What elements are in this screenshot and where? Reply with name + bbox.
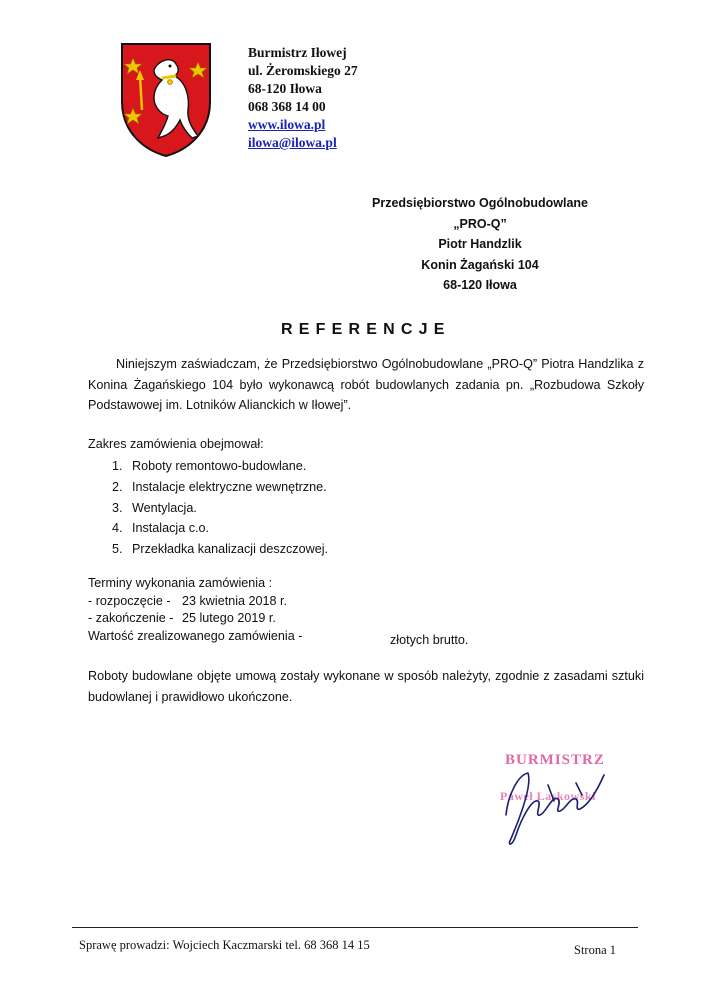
recipient-company: Przedsiębiorstwo Ogólnobudowlane — [372, 196, 588, 210]
list-item: 1. Roboty remontowo-budowlane. — [112, 459, 307, 473]
website-link[interactable]: www.ilowa.pl — [248, 117, 326, 132]
start-label: - rozpoczęcie - — [88, 593, 171, 608]
recipient-brand: „PRO-Q” — [453, 216, 507, 231]
recipient-postal: 68-120 Iłowa — [443, 278, 517, 292]
sender-street: ul. Żeromskiego 27 — [248, 63, 358, 78]
closing-paragraph: Roboty budowlane objęte umową zostały wykonane w sposób należyty, zgodnie z zasadami sztuki budowlanej i prawidłowo ukończone. — [88, 669, 644, 704]
document-title: REFERENCJE — [281, 321, 451, 338]
scope-heading: Zakres zamówienia obejmował: — [88, 437, 264, 451]
recipient-owner: Piotr Handzlik — [438, 237, 522, 251]
signature-icon — [488, 755, 628, 850]
recipient-address — [360, 193, 600, 296]
intro-paragraph: Niniejszym zaświadczam, że Przedsiębiorstwo Ogólnobudowlane „PRO-Q” Piotra Handzlika z Konina Żagańskiego 104 było wykonawcą robót budowlanych zadania pn. „Rozbudowa Szkoły Podstawowej im. Lotników Alianckich w Iłowej”. — [88, 357, 644, 412]
start-date: 23 kwietnia 2018 r. — [182, 593, 288, 608]
value-row — [88, 628, 608, 646]
coat-of-arms-icon — [118, 40, 214, 158]
stamp-title: BURMISTRZ — [505, 752, 605, 768]
value-suffix: złotych brutto. — [390, 632, 469, 647]
list-item: 2. Instalacje elektryczne wewnętrzne. — [112, 479, 327, 494]
recipient-street: Konin Żagański 104 — [421, 257, 539, 272]
terms-block — [88, 575, 608, 645]
terms-heading: Terminy wykonania zamówienia : — [88, 576, 273, 590]
list-item: 3. Wentylacja. — [112, 500, 197, 515]
start-date-row — [88, 593, 608, 611]
value-label: Wartość zrealizowanego zamówienia - — [88, 628, 303, 643]
stamp-name: Paweł Laskowski — [500, 789, 596, 803]
email-link[interactable]: ilowa@ilowa.pl — [248, 135, 337, 150]
sender-postal: 68-120 Iłowa — [248, 81, 322, 96]
end-label: - zakończenie - — [88, 611, 174, 625]
footer-divider — [72, 927, 638, 928]
footer-contact: Sprawę prowadzi: Wojciech Kaczmarski tel. 68 368 14 15 — [79, 938, 370, 952]
list-item: 4. Instalacja c.o. — [112, 521, 210, 536]
sender-address — [248, 44, 358, 152]
page-number: Strona 1 — [574, 943, 617, 957]
end-date: 25 lutego 2019 r. — [182, 611, 276, 625]
scope-list — [112, 456, 328, 560]
list-item: 5. Przekładka kanalizacji deszczowej. — [112, 542, 328, 557]
end-date-row — [88, 610, 608, 628]
sender-phone: 068 368 14 00 — [248, 99, 326, 114]
sender-name: Burmistrz Iłowej — [248, 45, 347, 60]
